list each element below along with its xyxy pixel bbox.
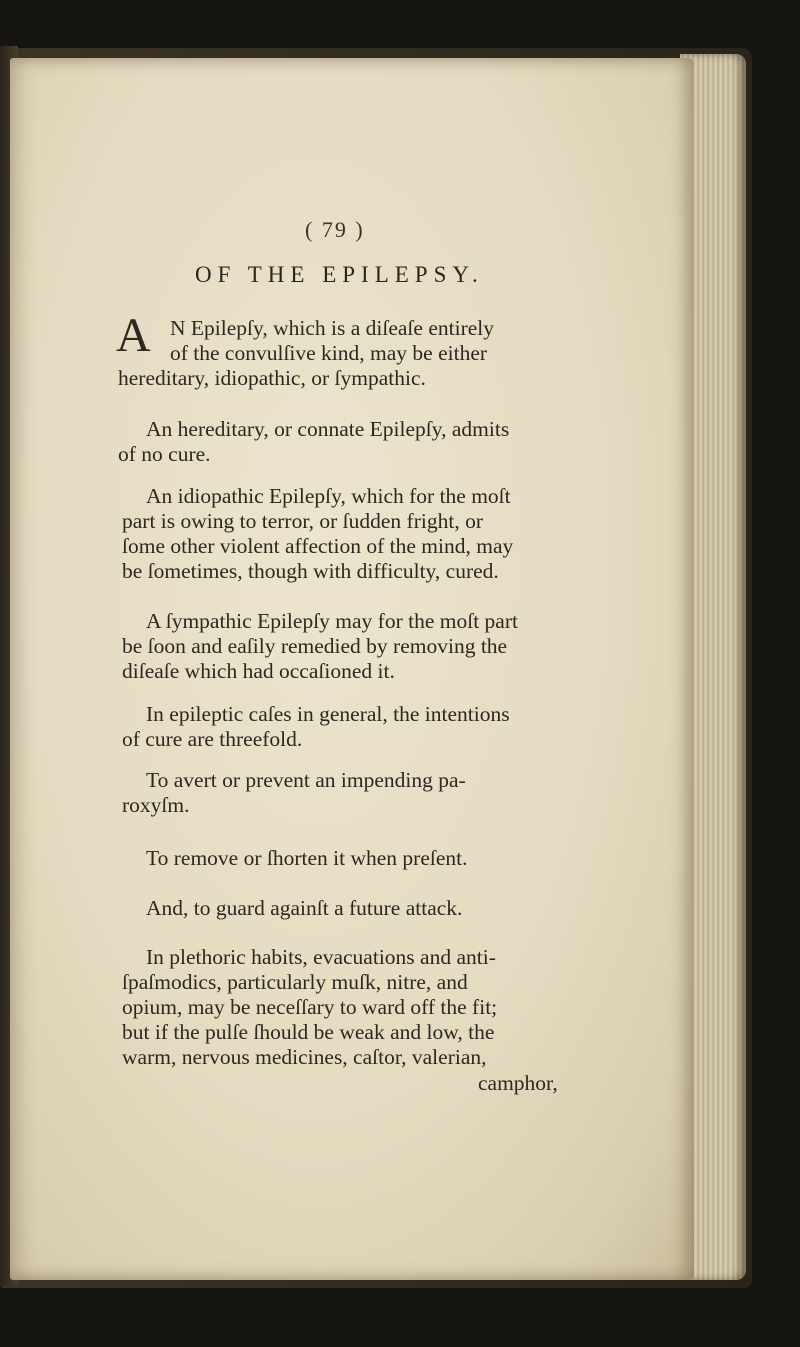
body-line: be ſometimes, though with difficulty, cured. — [122, 559, 499, 583]
body-line: To remove or ſhorten it when preſent. — [146, 846, 468, 870]
body-line: ſpaſmodics, particularly muſk, nitre, and — [122, 970, 468, 994]
body-line: be ſoon and eaſily remedied by removing the — [122, 634, 508, 658]
body-line: N Epilepſy, which is a diſeaſe entirely — [170, 316, 494, 340]
page-number: ( 79 ) — [305, 217, 365, 242]
body-line: hereditary, idiopathic, or ſympathic. — [118, 366, 426, 390]
body-line: roxyſm. — [122, 793, 190, 817]
body-line: part is owing to terror, or ſudden fright, or — [122, 509, 483, 533]
catchword: camphor, — [478, 1071, 558, 1095]
body-line: but if the pulſe ſhould be weak and low, the — [122, 1020, 495, 1044]
body-line: warm, nervous medicines, caſtor, valerian, — [122, 1045, 487, 1069]
body-line: An hereditary, or connate Epilepſy, admits — [146, 417, 510, 441]
body-line: To avert or prevent an impending pa- — [146, 768, 466, 792]
body-line: diſeaſe which had occaſioned it. — [122, 659, 395, 683]
body-line: And, to guard againſt a future attack. — [146, 896, 463, 920]
body-line: of no cure. — [118, 442, 211, 466]
body-line: of cure are threefold. — [122, 727, 303, 751]
body-line: of the convulſive kind, may be either — [170, 341, 488, 365]
body-line: opium, may be neceſſary to ward off the fit; — [122, 995, 498, 1019]
body-line: In plethoric habits, evacuations and anti- — [146, 945, 496, 969]
body-line: A ſympathic Epilepſy may for the moſt part — [146, 609, 518, 633]
drop-cap: A — [116, 309, 151, 362]
body-line: In epileptic caſes in general, the intentions — [146, 702, 510, 726]
body-line: An idiopathic Epilepſy, which for the moſt — [146, 484, 511, 508]
body-line: ſome other violent affection of the mind, may — [122, 534, 514, 558]
chapter-title: OF THE EPILEPSY. — [195, 262, 484, 287]
